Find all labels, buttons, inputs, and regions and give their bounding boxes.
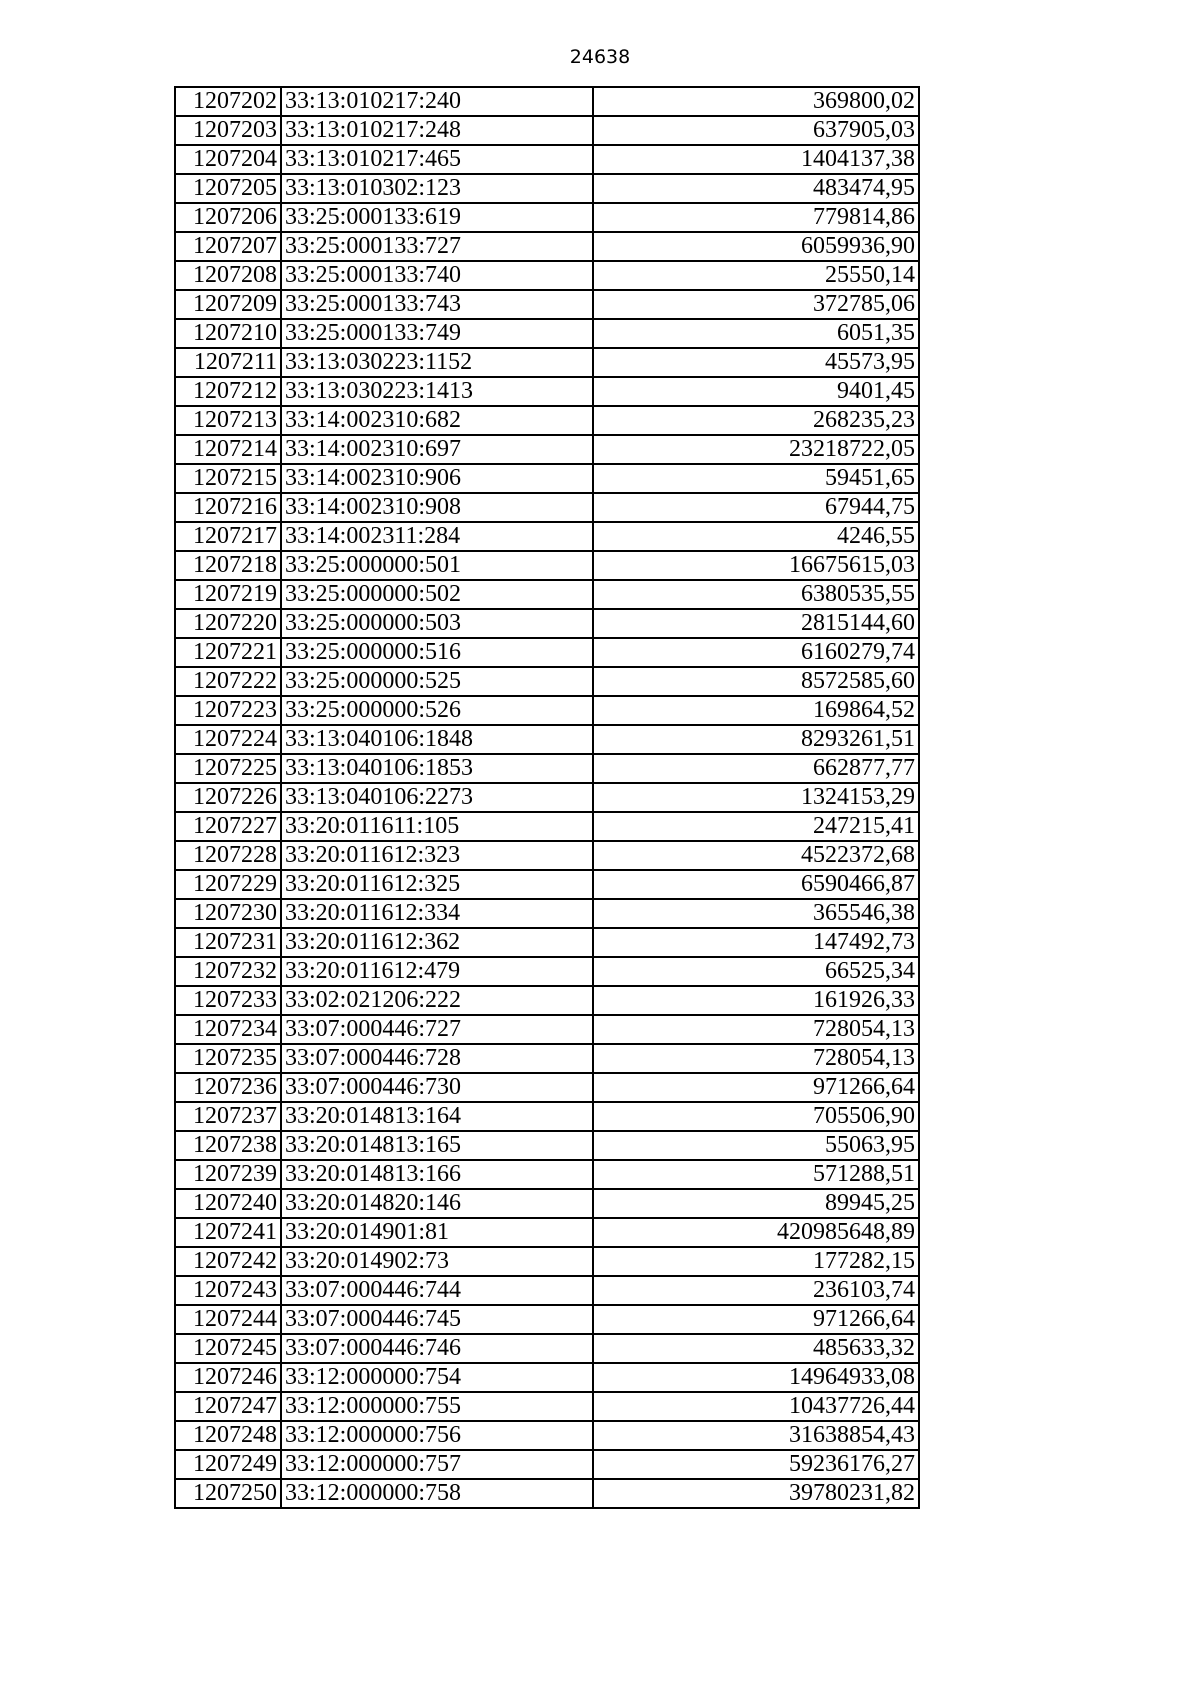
table-row: [175, 290, 919, 319]
cadastral-value-cell: 89945,25: [593, 1189, 919, 1218]
table-row: [175, 1160, 919, 1189]
cadastral-number-cell: 33:13:030223:1152: [281, 348, 593, 377]
page-number: 24638: [569, 46, 631, 68]
row-number-cell: 1207249: [175, 1450, 281, 1479]
cadastral-value-cell: 485633,32: [593, 1334, 919, 1363]
cadastral-value-cell: 369800,02: [593, 87, 919, 116]
table-row: [175, 1189, 919, 1218]
cadastral-value-cell: 4522372,68: [593, 841, 919, 870]
cadastral-value-cell: 971266,64: [593, 1305, 919, 1334]
row-number-cell: 1207238: [175, 1131, 281, 1160]
cadastral-value-cell: 23218722,05: [593, 435, 919, 464]
cadastral-number-cell: 33:25:000000:503: [281, 609, 593, 638]
table-row: [175, 522, 919, 551]
row-number-cell: 1207241: [175, 1218, 281, 1247]
table-row: [175, 957, 919, 986]
row-number-cell: 1207246: [175, 1363, 281, 1392]
table-row: [175, 1131, 919, 1160]
cadastral-value-cell: 8293261,51: [593, 725, 919, 754]
cadastral-value-cell: 55063,95: [593, 1131, 919, 1160]
table-row: [175, 261, 919, 290]
row-number-cell: 1207208: [175, 261, 281, 290]
cadastral-value-cell: 66525,34: [593, 957, 919, 986]
cadastral-value-cell: 728054,13: [593, 1015, 919, 1044]
cadastral-value-cell: 9401,45: [593, 377, 919, 406]
table-row: [175, 1305, 919, 1334]
cadastral-value-cell: 420985648,89: [593, 1218, 919, 1247]
row-number-cell: 1207231: [175, 928, 281, 957]
cadastral-number-cell: 33:14:002311:284: [281, 522, 593, 551]
row-number-cell: 1207211: [175, 348, 281, 377]
row-number-cell: 1207240: [175, 1189, 281, 1218]
cadastral-number-cell: 33:20:011612:325: [281, 870, 593, 899]
table-row: [175, 464, 919, 493]
cadastral-number-cell: 33:25:000133:727: [281, 232, 593, 261]
row-number-cell: 1207215: [175, 464, 281, 493]
table-row: [175, 116, 919, 145]
table-row: [175, 1334, 919, 1363]
cadastral-number-cell: 33:07:000446:746: [281, 1334, 593, 1363]
cadastral-number-cell: 33:20:011612:362: [281, 928, 593, 957]
row-number-cell: 1207218: [175, 551, 281, 580]
cadastral-value-cell: 10437726,44: [593, 1392, 919, 1421]
row-number-cell: 1207237: [175, 1102, 281, 1131]
row-number-cell: 1207207: [175, 232, 281, 261]
cadastral-value-cell: 236103,74: [593, 1276, 919, 1305]
row-number-cell: 1207212: [175, 377, 281, 406]
cadastral-number-cell: 33:13:010302:123: [281, 174, 593, 203]
table-row: [175, 1044, 919, 1073]
table-row: [175, 899, 919, 928]
cadastral-number-cell: 33:12:000000:757: [281, 1450, 593, 1479]
table-row: [175, 783, 919, 812]
cadastral-value-cell: 6160279,74: [593, 638, 919, 667]
cadastral-number-cell: 33:20:014813:166: [281, 1160, 593, 1189]
cadastral-value-cell: 16675615,03: [593, 551, 919, 580]
cadastral-number-cell: 33:07:000446:728: [281, 1044, 593, 1073]
row-number-cell: 1207223: [175, 696, 281, 725]
row-number-cell: 1207244: [175, 1305, 281, 1334]
cadastral-number-cell: 33:14:002310:697: [281, 435, 593, 464]
table-row: [175, 145, 919, 174]
cadastral-value-cell: 31638854,43: [593, 1421, 919, 1450]
table-row: [175, 1450, 919, 1479]
row-number-cell: 1207220: [175, 609, 281, 638]
table-row: [175, 928, 919, 957]
table-row: [175, 1247, 919, 1276]
cadastral-value-cell: 25550,14: [593, 261, 919, 290]
cadastral-value-cell: 1404137,38: [593, 145, 919, 174]
row-number-cell: 1207219: [175, 580, 281, 609]
row-number-cell: 1207216: [175, 493, 281, 522]
cadastral-number-cell: 33:02:021206:222: [281, 986, 593, 1015]
cadastral-value-cell: 59236176,27: [593, 1450, 919, 1479]
cadastral-value-cell: 67944,75: [593, 493, 919, 522]
table-row: [175, 406, 919, 435]
cadastral-number-cell: 33:25:000133:743: [281, 290, 593, 319]
cadastral-number-cell: 33:25:000000:525: [281, 667, 593, 696]
table-row: [175, 174, 919, 203]
row-number-cell: 1207229: [175, 870, 281, 899]
row-number-cell: 1207234: [175, 1015, 281, 1044]
row-number-cell: 1207209: [175, 290, 281, 319]
cadastral-value-cell: 6590466,87: [593, 870, 919, 899]
cadastral-value-cell: 45573,95: [593, 348, 919, 377]
cadastral-value-cell: 728054,13: [593, 1044, 919, 1073]
cadastral-number-cell: 33:07:000446:744: [281, 1276, 593, 1305]
row-number-cell: 1207222: [175, 667, 281, 696]
row-number-cell: 1207247: [175, 1392, 281, 1421]
table-body: [175, 87, 919, 1508]
table-row: [175, 377, 919, 406]
row-number-cell: 1207232: [175, 957, 281, 986]
row-number-cell: 1207217: [175, 522, 281, 551]
cadastral-value-cell: 147492,73: [593, 928, 919, 957]
cadastral-value-cell: 268235,23: [593, 406, 919, 435]
table-row: [175, 870, 919, 899]
cadastral-value-cell: 971266,64: [593, 1073, 919, 1102]
table-row: [175, 1479, 919, 1508]
table-row: [175, 1421, 919, 1450]
row-number-cell: 1207250: [175, 1479, 281, 1508]
table-row: [175, 1073, 919, 1102]
row-number-cell: 1207210: [175, 319, 281, 348]
row-number-cell: 1207214: [175, 435, 281, 464]
cadastral-value-cell: 705506,90: [593, 1102, 919, 1131]
row-number-cell: 1207225: [175, 754, 281, 783]
cadastral-value-cell: 1324153,29: [593, 783, 919, 812]
table-row: [175, 754, 919, 783]
row-number-cell: 1207242: [175, 1247, 281, 1276]
table-row: [175, 348, 919, 377]
row-number-cell: 1207213: [175, 406, 281, 435]
row-number-cell: 1207230: [175, 899, 281, 928]
cadastral-value-cell: 161926,33: [593, 986, 919, 1015]
cadastral-number-cell: 33:25:000133:619: [281, 203, 593, 232]
table-row: [175, 232, 919, 261]
cadastral-value-cell: 779814,86: [593, 203, 919, 232]
row-number-cell: 1207204: [175, 145, 281, 174]
cadastral-number-cell: 33:13:040106:1848: [281, 725, 593, 754]
row-number-cell: 1207226: [175, 783, 281, 812]
cadastral-number-cell: 33:25:000000:516: [281, 638, 593, 667]
table-row: [175, 87, 919, 116]
row-number-cell: 1207236: [175, 1073, 281, 1102]
cadastral-number-cell: 33:07:000446:727: [281, 1015, 593, 1044]
cadastral-value-cell: 8572585,60: [593, 667, 919, 696]
row-number-cell: 1207248: [175, 1421, 281, 1450]
cadastral-number-cell: 33:25:000000:501: [281, 551, 593, 580]
cadastral-value-cell: 637905,03: [593, 116, 919, 145]
cadastral-number-cell: 33:12:000000:756: [281, 1421, 593, 1450]
row-number-cell: 1207239: [175, 1160, 281, 1189]
cadastral-value-cell: 662877,77: [593, 754, 919, 783]
cadastral-number-cell: 33:20:011612:479: [281, 957, 593, 986]
row-number-cell: 1207221: [175, 638, 281, 667]
cadastral-number-cell: 33:13:030223:1413: [281, 377, 593, 406]
cadastral-number-cell: 33:14:002310:906: [281, 464, 593, 493]
cadastral-number-cell: 33:13:040106:2273: [281, 783, 593, 812]
table-row: [175, 638, 919, 667]
cadastral-number-cell: 33:07:000446:745: [281, 1305, 593, 1334]
cadastral-value-cell: 39780231,82: [593, 1479, 919, 1508]
row-number-cell: 1207235: [175, 1044, 281, 1073]
row-number-cell: 1207245: [175, 1334, 281, 1363]
row-number-cell: 1207206: [175, 203, 281, 232]
row-number-cell: 1207202: [175, 87, 281, 116]
cadastral-value-cell: 14964933,08: [593, 1363, 919, 1392]
row-number-cell: 1207227: [175, 812, 281, 841]
cadastral-number-cell: 33:25:000133:740: [281, 261, 593, 290]
cadastral-number-cell: 33:20:014902:73: [281, 1247, 593, 1276]
cadastral-number-cell: 33:13:010217:248: [281, 116, 593, 145]
table-row: [175, 580, 919, 609]
cadastral-number-cell: 33:14:002310:908: [281, 493, 593, 522]
cadastral-number-cell: 33:25:000000:526: [281, 696, 593, 725]
cadastral-value-cell: 169864,52: [593, 696, 919, 725]
row-number-cell: 1207228: [175, 841, 281, 870]
table-row: [175, 551, 919, 580]
table-row: [175, 609, 919, 638]
cadastral-value-cell: 483474,95: [593, 174, 919, 203]
table-row: [175, 319, 919, 348]
table-row: [175, 986, 919, 1015]
cadastral-number-cell: 33:25:000000:502: [281, 580, 593, 609]
cadastral-value-cell: 372785,06: [593, 290, 919, 319]
cadastral-number-cell: 33:12:000000:755: [281, 1392, 593, 1421]
cadastral-value-cell: 177282,15: [593, 1247, 919, 1276]
row-number-cell: 1207233: [175, 986, 281, 1015]
table-row: [175, 812, 919, 841]
cadastral-value-cell: 365546,38: [593, 899, 919, 928]
cadastral-value-cell: 571288,51: [593, 1160, 919, 1189]
table-row: [175, 667, 919, 696]
cadastral-number-cell: 33:14:002310:682: [281, 406, 593, 435]
table-row: [175, 1102, 919, 1131]
table-row: [175, 435, 919, 464]
table-row: [175, 1218, 919, 1247]
row-number-cell: 1207224: [175, 725, 281, 754]
table-row: [175, 1276, 919, 1305]
cadastral-number-cell: 33:12:000000:758: [281, 1479, 593, 1508]
cadastral-value-cell: 2815144,60: [593, 609, 919, 638]
row-number-cell: 1207203: [175, 116, 281, 145]
cadastral-number-cell: 33:13:040106:1853: [281, 754, 593, 783]
table-row: [175, 1392, 919, 1421]
cadastral-number-cell: 33:25:000133:749: [281, 319, 593, 348]
cadastral-number-cell: 33:20:011612:323: [281, 841, 593, 870]
cadastral-number-cell: 33:20:014901:81: [281, 1218, 593, 1247]
table-row: [175, 696, 919, 725]
cadastral-number-cell: 33:20:011612:334: [281, 899, 593, 928]
cadastral-value-cell: 6051,35: [593, 319, 919, 348]
cadastral-value-cell: 6380535,55: [593, 580, 919, 609]
cadastral-number-cell: 33:12:000000:754: [281, 1363, 593, 1392]
cadastral-number-cell: 33:20:014820:146: [281, 1189, 593, 1218]
row-number-cell: 1207205: [175, 174, 281, 203]
cadastral-value-cell: 6059936,90: [593, 232, 919, 261]
cadastral-number-cell: 33:20:014813:165: [281, 1131, 593, 1160]
cadastral-value-cell: 4246,55: [593, 522, 919, 551]
table-row: [175, 493, 919, 522]
cadastral-number-cell: 33:13:010217:465: [281, 145, 593, 174]
cadastral-number-cell: 33:20:014813:164: [281, 1102, 593, 1131]
cadastral-value-cell: 247215,41: [593, 812, 919, 841]
row-number-cell: 1207243: [175, 1276, 281, 1305]
table-row: [175, 1363, 919, 1392]
table-row: [175, 841, 919, 870]
cadastral-number-cell: 33:20:011611:105: [281, 812, 593, 841]
cadastral-number-cell: 33:13:010217:240: [281, 87, 593, 116]
cadastral-number-cell: 33:07:000446:730: [281, 1073, 593, 1102]
table-row: [175, 203, 919, 232]
table-row: [175, 725, 919, 754]
cadastral-value-table: [174, 86, 920, 1509]
table-row: [175, 1015, 919, 1044]
cadastral-value-cell: 59451,65: [593, 464, 919, 493]
